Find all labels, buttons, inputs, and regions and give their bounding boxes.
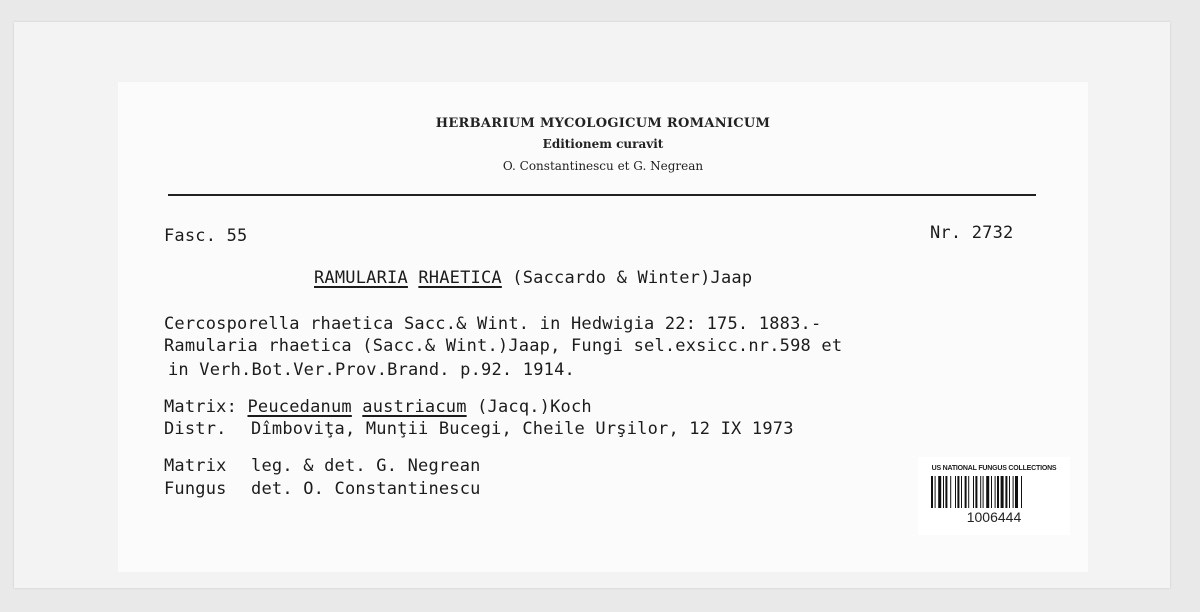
species-name bbox=[314, 268, 752, 288]
barcode-number: 1006444 bbox=[966, 509, 1022, 525]
collector-text: leg. & det. G. Negrean bbox=[251, 456, 481, 476]
herbarium-editors: O. Constantinescu et G. Negrean bbox=[502, 159, 704, 173]
synonymy-line: Cercosporella rhaetica Sacc.& Wint. in Hedwigia 22: 175. 1883.- bbox=[164, 314, 822, 334]
synonymy-line: in Verh.Bot.Ver.Prov.Brand. p.92. 1914. bbox=[168, 360, 575, 380]
fungus-label: Fungus bbox=[164, 479, 227, 499]
distribution-label: Distr. bbox=[164, 419, 227, 439]
matrix-genus: Peucedanum bbox=[247, 397, 352, 417]
barcode-icon bbox=[931, 476, 1057, 508]
matrix-line bbox=[164, 397, 592, 417]
label-header bbox=[118, 116, 1088, 173]
species-epithet: RHAETICA bbox=[418, 268, 502, 288]
fungus-line bbox=[164, 479, 481, 499]
header-divider bbox=[168, 194, 1036, 196]
fascicle-number: Fasc. 55 bbox=[164, 226, 248, 246]
herbarium-subtitle: Editionem curavit bbox=[542, 137, 664, 151]
exsiccata-number: Nr. 2732 bbox=[930, 223, 1014, 243]
barcode-institution: US NATIONAL FUNGUS COLLECTIONS bbox=[931, 465, 1057, 472]
species-genus: RAMULARIA bbox=[314, 268, 408, 288]
distribution-text: Dîmboviţa, Munţii Bucegi, Cheile Urşilor, 12 IX 1973 bbox=[251, 419, 794, 439]
barcode-label bbox=[918, 457, 1070, 535]
herbarium-title: HERBARIUM MYCOLOGICUM ROMANICUM bbox=[435, 116, 771, 131]
matrix-label: Matrix: bbox=[164, 397, 238, 417]
matrix-authority: (Jacq.)Koch bbox=[477, 397, 592, 417]
matrix-epithet: austriacum bbox=[362, 397, 467, 417]
species-authority: (Saccardo & Winter)Jaap bbox=[512, 268, 753, 288]
synonymy-line: Ramularia rhaetica (Sacc.& Wint.)Jaap, Fungi sel.exsicc.nr.598 et bbox=[164, 336, 843, 356]
distribution-line bbox=[164, 419, 794, 439]
collector-label: Matrix bbox=[164, 456, 227, 476]
collector-line bbox=[164, 456, 481, 476]
fungus-text: det. O. Constantinescu bbox=[251, 479, 481, 499]
